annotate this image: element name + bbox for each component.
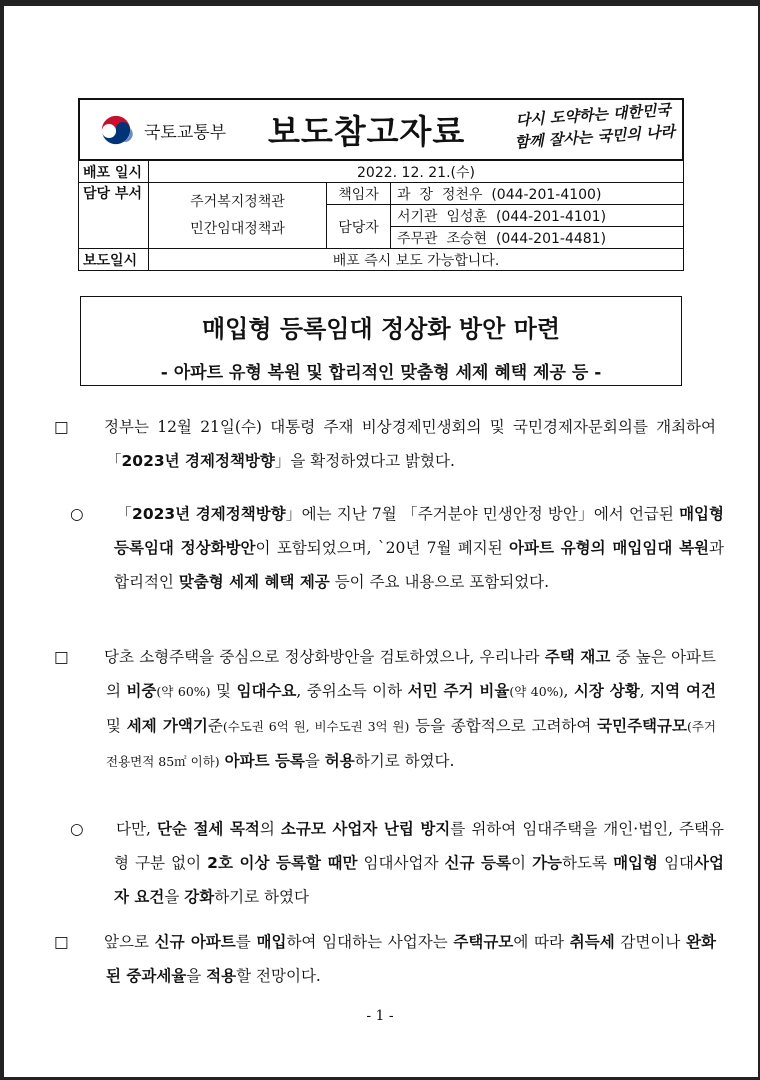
page-frame-top: [0, 0, 760, 6]
slogan-line-2: 함께 잘사는 국민의 나라: [514, 122, 676, 152]
department-line-2: 민간임대정책과: [190, 220, 285, 237]
circle-bullet-icon: ○: [70, 505, 84, 523]
distribution-row: [79, 161, 684, 183]
release-info-table: [78, 160, 684, 271]
department-row: [79, 183, 684, 205]
page-number: - 1 -: [366, 1008, 394, 1024]
headline-title: 매입형 등록임대 정상화 방안 마련: [202, 315, 560, 343]
responsible-label: 책임자: [327, 183, 391, 205]
release-text: 배포 즉시 보도 가능합니다.: [149, 249, 684, 271]
slogan-line-1: 다시 도약하는 대한민국: [515, 100, 672, 130]
paragraph-3: □ 당초 소형주택을 중심으로 정상화방안을 검토하였으나, 우리나라 주택 재고 중 높은 아파트의 비중(약 60%) 및 임대수요, 중위소득 이하 서민 주거 비율(약 40%), 시장 상황, 지역 여건 및 세제 가액기준(수도권 6억 원, 비수도권 3억 원) 등을 종합적으로 고려하여 국민주택규모(주거전용면적 85㎡ 이하) 아파트 등록을 허용하기로 하였다.: [80, 640, 716, 779]
headline-subtitle: - 아파트 유형 복원 및 합리적인 맞춤형 세제 혜택 제공 등 -: [160, 363, 602, 383]
distribution-label: 배포 일시: [79, 161, 149, 183]
release-row: [79, 249, 684, 271]
press-header: [78, 98, 684, 160]
department-line-1: 주거복지정책관: [190, 193, 285, 210]
government-slogan: [511, 98, 678, 153]
square-bullet-icon: □: [54, 648, 69, 666]
taegeuk-logo-icon: [98, 112, 134, 148]
square-bullet-icon: □: [54, 418, 69, 436]
paragraph-2: ○ 「2023년 경제정책방향」에는 지난 7월 「주거분야 민생안정 방안」에서 언급된 매입형 등록임대 정상화방안이 포함되었으며, `20년 7월 폐지된 아파트 유형의 매입임대 복원과 합리적인 맞춤형 세제 혜택 제공 등이 주요 내용으로 포함되었다.: [80, 497, 724, 599]
ministry-name: 국토교통부: [144, 123, 227, 143]
distribution-date: 2022. 12. 21.(수): [149, 161, 684, 183]
page-frame-left: [0, 0, 4, 1080]
paragraph-5: □ 앞으로 신규 아파트를 매입하여 임대하는 사업자는 주택규모에 따라 취득세 감면이나 완화된 중과세율을 적용할 전망이다.: [80, 925, 716, 993]
circle-bullet-icon: ○: [70, 820, 84, 838]
headline-box: [80, 296, 682, 386]
paragraph-4: ○ 다만, 단순 절세 목적의 소규모 사업자 난립 방지를 위하여 임대주택을 개인·법인, 주택유형 구분 없이 2호 이상 등록할 때만 임대사업자 신규 등록이 가능하도록 매입형 임대사업자 요건을 강화하기로 하였다: [80, 812, 724, 914]
staff-label: 담당자: [327, 205, 391, 249]
department-label: 담당 부서: [79, 183, 149, 249]
square-bullet-icon: □: [54, 933, 69, 951]
paragraph-1: □ 정부는 12월 21일(수) 대통령 주재 비상경제민생회의 및 국민경제자문회의를 개최하여 「2023년 경제정책방향」을 확정하였다고 밝혔다.: [80, 410, 716, 478]
department-names: [149, 183, 327, 249]
document-type: 보도참고자료: [268, 112, 466, 151]
staff-contact-1: 서기관 임성훈 (044-201-4101): [391, 205, 684, 227]
responsible-contact: 과 장 정천우 (044-201-4100): [391, 183, 684, 205]
staff-contact-2: 주무관 조승현 (044-201-4481): [391, 227, 684, 249]
release-label: 보도일시: [79, 249, 149, 271]
